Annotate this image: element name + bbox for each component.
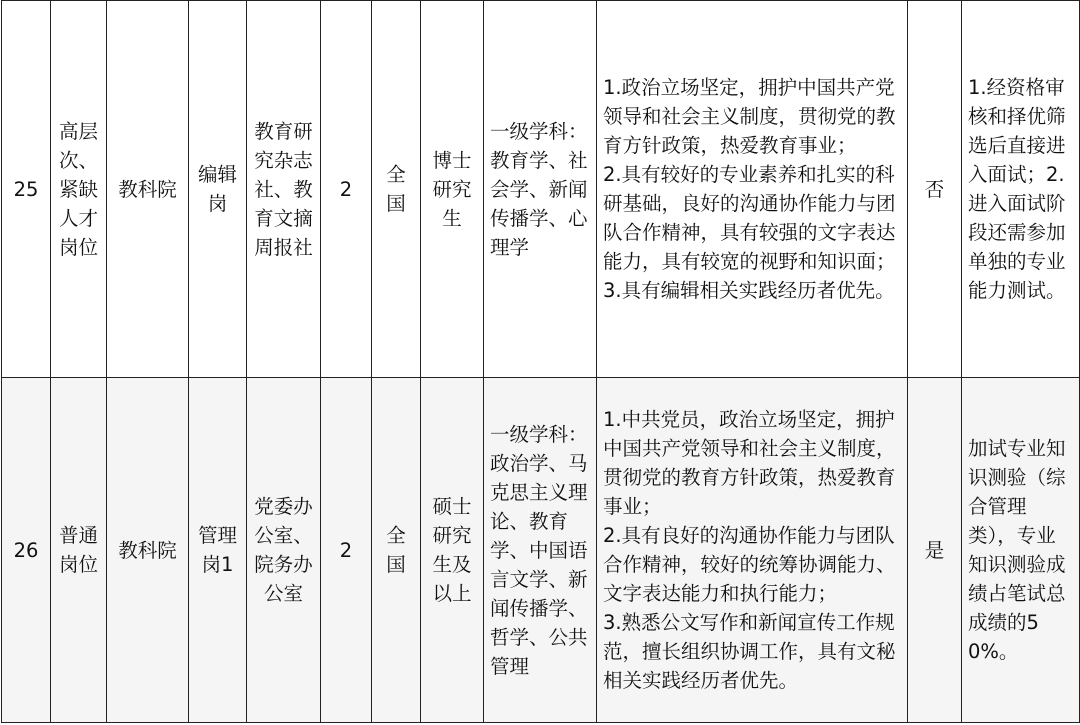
cell-department: 教科院: [107, 1, 189, 378]
recruit-scope-text: 全国: [386, 524, 406, 576]
cell-notes: [962, 1, 1080, 378]
cell-extra-exam: 否: [908, 1, 962, 378]
cell-requirements: [597, 378, 908, 723]
table-row: [2, 378, 1080, 723]
cell-post-category: [51, 1, 107, 378]
degree-text: 博士研究生: [432, 148, 472, 230]
post-category-text: 高层次、紧缺人才岗位: [58, 119, 98, 259]
cell-post-name: [189, 1, 247, 378]
cell-headcount: 2: [321, 1, 372, 378]
major-text: 一级学科：教育学、社会学、新闻传播学、心理学: [490, 119, 588, 259]
table-row: [2, 1, 1080, 378]
notes-text: 加试专业知识测验（综合管理类），专业知识测验成绩占笔试总成绩的50%。: [968, 437, 1066, 663]
cell-recruit-scope: [372, 378, 421, 723]
requirement-item: 3.具有编辑相关实践经历者优先。: [603, 279, 895, 302]
major-text: 一级学科：政治学、马克思主义理论、教育学、中国语言文学、新闻传播学、哲学、公共管理: [490, 422, 588, 678]
unit-text: 党委办公室、院务办公室: [254, 495, 313, 605]
job-posting-table: [1, 0, 1080, 723]
requirement-item: 3.熟悉公文写作和新闻宣传工作规范，擅长组织协调工作，具有文秘相关实践经历者优先。: [603, 611, 896, 692]
cell-headcount: 2: [321, 378, 372, 723]
unit-text: 教育研究杂志社、教育文摘周报社: [254, 119, 313, 259]
requirement-item: 2.具有较好的专业素养和扎实的科研基础，良好的沟通协作能力与团队合作精神，具有较强的文字表达能力，具有较宽的视野和知识面；: [603, 163, 896, 273]
requirement-item: 2.具有良好的沟通协作能力与团队合作精神，较好的统筹协调能力、文字表达能力和执行能力；: [603, 524, 896, 605]
notes-text: 1.经资格审核和择优筛选后直接进入面试；2.进入面试阶段还需参加单独的专业能力测试。: [968, 76, 1066, 302]
requirement-item: 1.中共党员，政治立场坚定，拥护中国共产党领导和社会主义制度，贯彻党的教育方针政策，热爱教育事业；: [603, 408, 896, 518]
cell-degree: [421, 1, 484, 378]
cell-extra-exam: 是: [908, 378, 962, 723]
cell-major: [484, 378, 597, 723]
degree-text: 硕士研究生及以上: [432, 495, 472, 605]
cell-major: [484, 1, 597, 378]
cell-notes: [962, 378, 1080, 723]
post-category-text: 普通岗位: [58, 524, 98, 576]
requirement-item: 1.政治立场坚定，拥护中国共产党领导和社会主义制度，贯彻党的教育方针政策，热爱教育事业；: [603, 76, 896, 157]
cell-department: 教科院: [107, 378, 189, 723]
cell-unit: [247, 1, 321, 378]
cell-post-category: [51, 378, 107, 723]
cell-requirements: [597, 1, 908, 378]
cell-post-name: [189, 378, 247, 723]
cell-recruit-scope: [372, 1, 421, 378]
post-name-text: 管理岗1: [197, 524, 237, 576]
cell-unit: [247, 378, 321, 723]
recruit-scope-text: 全国: [386, 163, 406, 215]
cell-number: 26: [2, 378, 51, 723]
cell-degree: [421, 378, 484, 723]
post-name-text: 编辑岗: [197, 163, 237, 215]
cell-number: 25: [2, 1, 51, 378]
